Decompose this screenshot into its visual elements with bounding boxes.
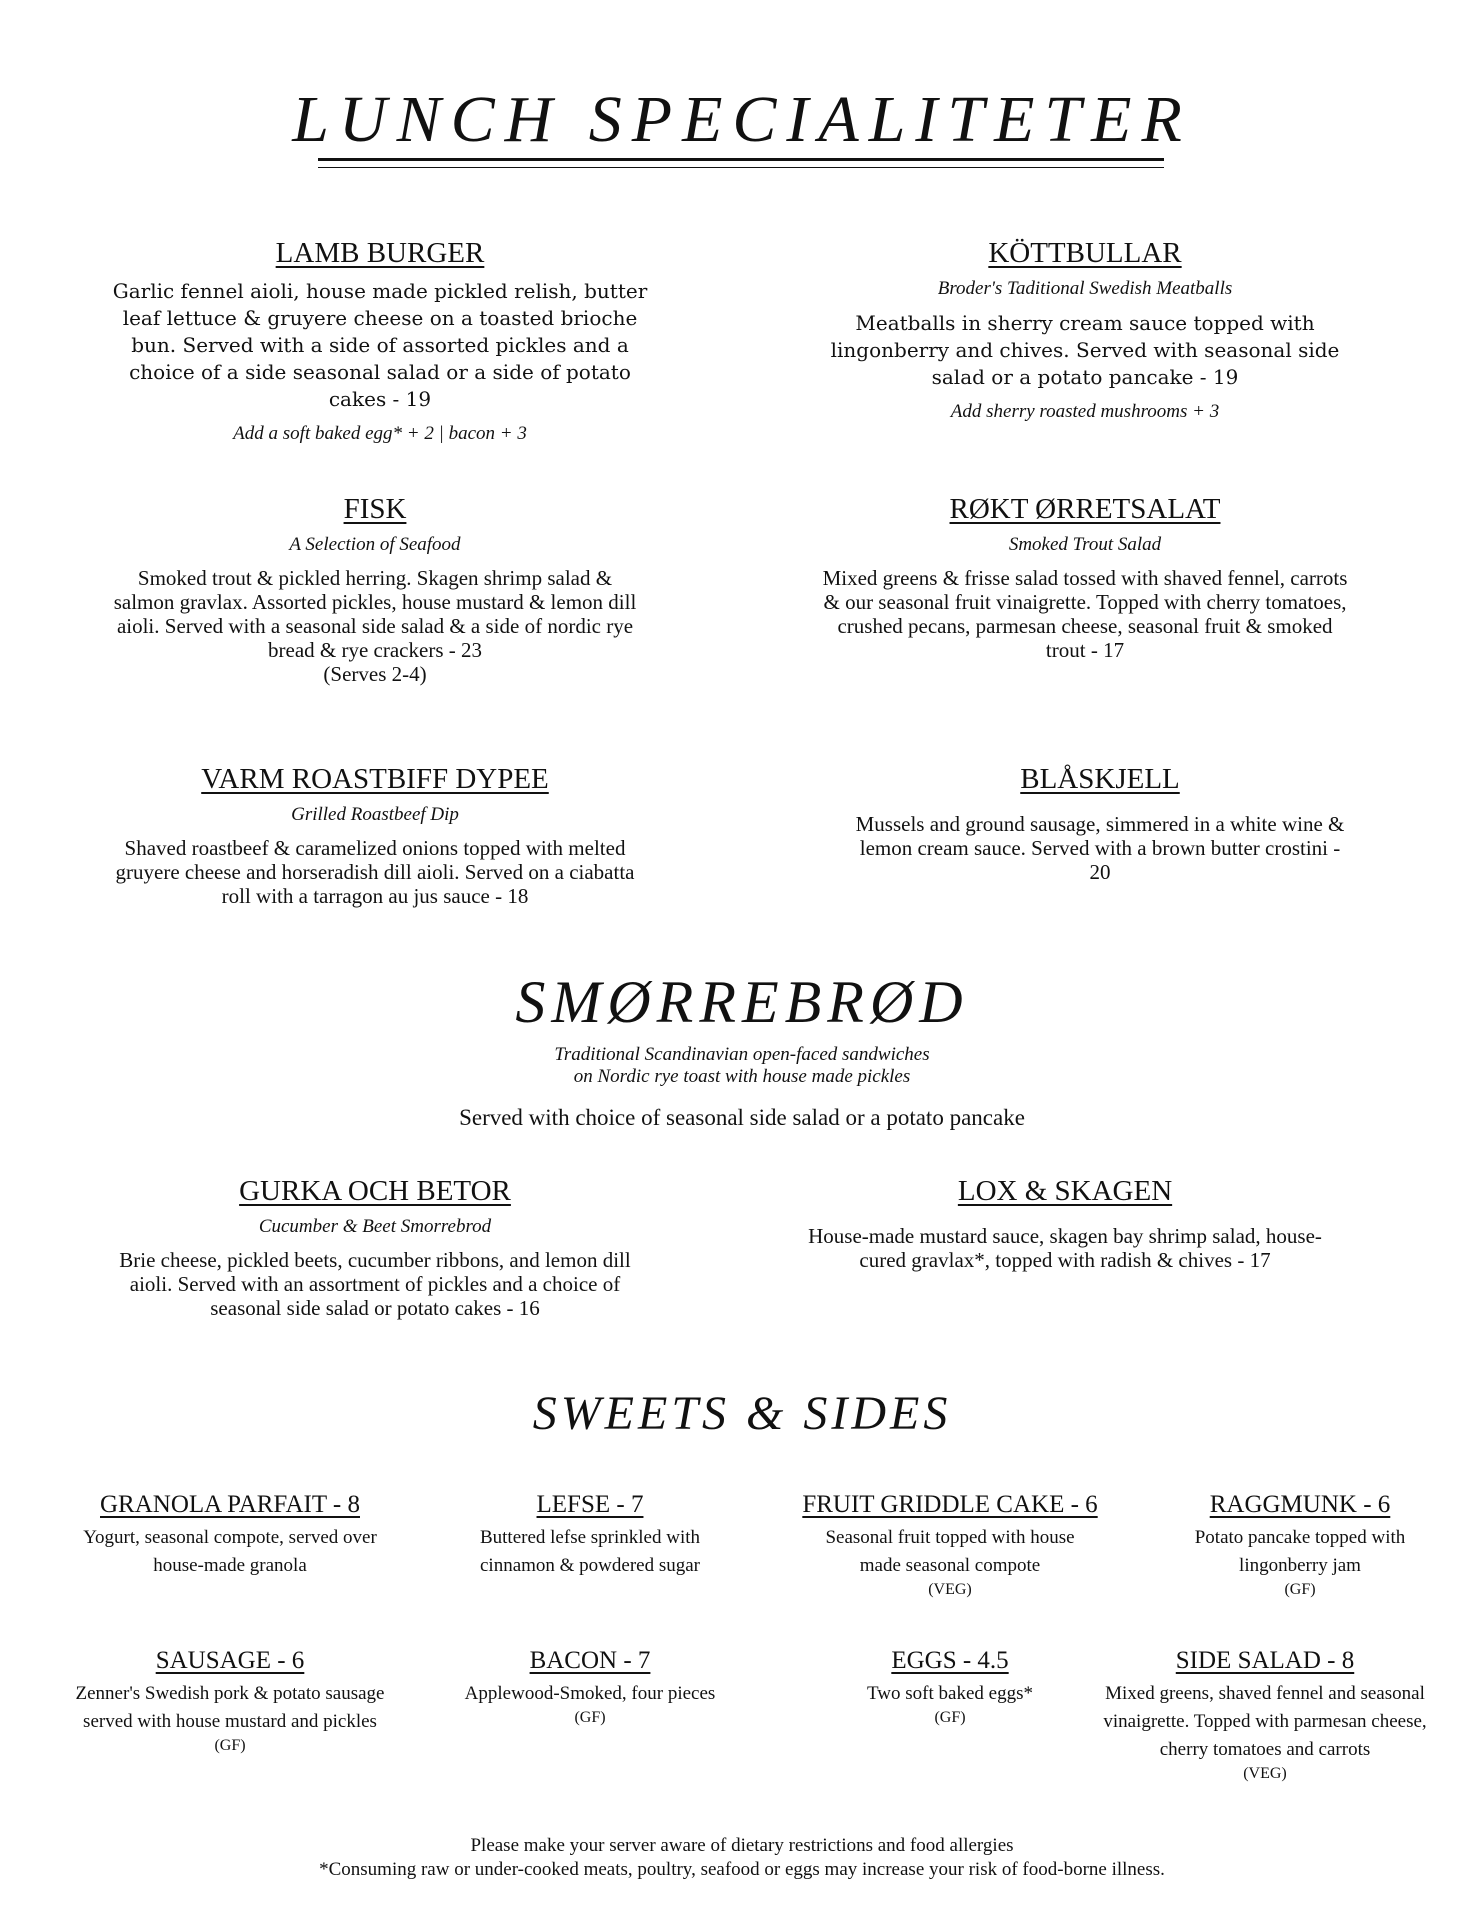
side-item bbox=[40, 1490, 420, 1580]
dish-addon: Add a soft baked egg* + 2 | bacon + 3 bbox=[233, 423, 527, 444]
side-item-name: EGGS - 4.5 bbox=[891, 1647, 1009, 1674]
side-item-description: Mixed greens, shaved fennel and seasonal vinaigrette. Topped with parmesan cheese, cherry tomatoes and carrots bbox=[1103, 1683, 1427, 1760]
section-subtitle-line2: on Nordic rye toast with house made pickles bbox=[573, 1066, 911, 1087]
dish-name: LOX & SKAGEN bbox=[957, 1175, 1173, 1207]
dish-description: Shaved roastbeef & caramelized onions topped with melted gruyere cheese and horseradish dill aioli. Served on a ciabatta roll with a tarragon au jus sauce - 18 bbox=[115, 836, 635, 908]
dish-description: Mussels and ground sausage, simmered in a white wine & lemon cream sauce. Served with a brown butter crostini - 20 bbox=[855, 812, 1345, 884]
dish-description: House-made mustard sauce, skagen bay shrimp salad, house-cured gravlax*, topped with radish & chives - 17 bbox=[808, 1224, 1322, 1272]
side-item-name: SAUSAGE - 6 bbox=[155, 1647, 305, 1674]
side-item-name: BACON - 7 bbox=[529, 1647, 651, 1674]
section-subtitle-line1: Traditional Scandinavian open-faced sandwiches bbox=[554, 1044, 930, 1065]
side-item-name: LEFSE - 7 bbox=[536, 1491, 644, 1518]
side-item bbox=[440, 1490, 740, 1580]
dish-description: Meatballs in sherry cream sauce topped with lingonberry and chives. Served with seasonal side salad or a potato pancake - 19 bbox=[830, 311, 1340, 389]
side-item-description: Two soft baked eggs* bbox=[867, 1683, 1033, 1704]
side-item bbox=[770, 1490, 1130, 1600]
footer-consumption-warning: *Consuming raw or under-cooked meats, poultry, seafood or eggs may increase your risk of food-borne illness. bbox=[319, 1859, 1165, 1880]
dish-kottbullar bbox=[830, 236, 1340, 423]
section-title-sweets-sides: SWEETS & SIDES bbox=[532, 1387, 952, 1440]
dish-subtitle: A Selection of Seafood bbox=[289, 534, 461, 555]
dish-name: LAMB BURGER bbox=[275, 237, 485, 269]
dish-fisk bbox=[110, 492, 640, 686]
dish-name: RØKT ØRRETSALAT bbox=[949, 493, 1221, 525]
dish-subtitle: Broder's Taditional Swedish Meatballs bbox=[937, 278, 1233, 299]
dish-name: KÖTTBULLAR bbox=[988, 237, 1182, 269]
dish-varm-roastbiff-dypee bbox=[100, 762, 650, 908]
dish-rokt-orretsalat bbox=[820, 492, 1350, 662]
dish-serving-note: (Serves 2-4) bbox=[323, 662, 427, 686]
page-title: LUNCH SPECIALITETER bbox=[292, 83, 1192, 156]
side-item bbox=[440, 1646, 740, 1728]
side-item bbox=[40, 1646, 420, 1756]
side-item-description: Seasonal fruit topped with house made seasonal compote bbox=[825, 1527, 1075, 1576]
dish-description: Mixed greens & frisse salad tossed with shaved fennel, carrots & our seasonal fruit vinaigrette. Topped with cherry tomatoes, crushed pecans, parmesan cheese, seasonal fruit & smoked trout - 17 bbox=[822, 566, 1348, 662]
title-underline-divider bbox=[318, 158, 1164, 168]
side-item-tag: (GF) bbox=[934, 1709, 966, 1726]
side-item-description: Yogurt, seasonal compote, served over house-made granola bbox=[83, 1527, 377, 1576]
dish-addon: Add sherry roasted mushrooms + 3 bbox=[950, 401, 1220, 422]
side-item bbox=[1080, 1646, 1450, 1784]
side-item-tag: (VEG) bbox=[928, 1581, 972, 1598]
dish-subtitle: Cucumber & Beet Smorrebrod bbox=[258, 1216, 492, 1237]
side-item bbox=[1150, 1490, 1450, 1600]
dish-lox-skagen bbox=[790, 1174, 1340, 1272]
dish-description: Smoked trout & pickled herring. Skagen shrimp salad & salmon gravlax. Assorted pickles, house mustard & lemon dill aioli. Served with a seasonal side salad & a side of nordic rye bread & rye crackers - 23 bbox=[113, 566, 637, 662]
dish-subtitle: Smoked Trout Salad bbox=[1008, 534, 1162, 555]
dish-blaskjell bbox=[850, 762, 1350, 884]
dish-name: FISK bbox=[343, 493, 407, 525]
side-item-name: GRANOLA PARFAIT - 8 bbox=[100, 1491, 360, 1518]
dish-name: GURKA OCH BETOR bbox=[239, 1175, 511, 1207]
side-item bbox=[770, 1646, 1130, 1728]
side-item-tag: (GF) bbox=[1284, 1581, 1316, 1598]
side-item-description: Applewood-Smoked, four pieces bbox=[464, 1683, 716, 1704]
dish-name: VARM ROASTBIFF DYPEE bbox=[201, 763, 549, 795]
side-item-tag: (GF) bbox=[214, 1737, 246, 1754]
side-item-description: Potato pancake topped with lingonberry jam bbox=[1194, 1527, 1406, 1576]
dish-lamb-burger bbox=[110, 236, 650, 445]
dish-description: Garlic fennel aioli, house made pickled relish, butter leaf lettuce & gruyere cheese on a toasted brioche bun. Served with a side of assorted pickles and a choice of a side seasonal salad or a side of potato cakes - 19 bbox=[112, 279, 648, 411]
smorrebrod-served-note: Served with choice of seasonal side salad or a potato pancake bbox=[459, 1105, 1025, 1130]
side-item-description: Zenner's Swedish pork & potato sausage served with house mustard and pickles bbox=[75, 1683, 385, 1732]
side-item-tag: (VEG) bbox=[1243, 1765, 1287, 1782]
side-item-name: SIDE SALAD - 8 bbox=[1175, 1647, 1355, 1674]
side-item-name: RAGGMUNK - 6 bbox=[1209, 1491, 1391, 1518]
dish-gurka-och-betor bbox=[100, 1174, 650, 1320]
footer-allergy-note: Please make your server aware of dietary restrictions and food allergies bbox=[470, 1835, 1014, 1856]
dish-description: Brie cheese, pickled beets, cucumber ribbons, and lemon dill aioli. Served with an assortment of pickles and a choice of seasonal side salad or potato cakes - 16 bbox=[119, 1248, 631, 1320]
side-item-description: Buttered lefse sprinkled with cinnamon & powdered sugar bbox=[479, 1527, 701, 1576]
side-item-name: FRUIT GRIDDLE CAKE - 6 bbox=[802, 1491, 1098, 1518]
dish-subtitle: Grilled Roastbeef Dip bbox=[291, 804, 459, 825]
section-title-smorrebrod: SMØRREBRØD bbox=[515, 969, 969, 1035]
side-item-tag: (GF) bbox=[574, 1709, 606, 1726]
dish-name: BLÅSKJELL bbox=[1020, 763, 1180, 795]
